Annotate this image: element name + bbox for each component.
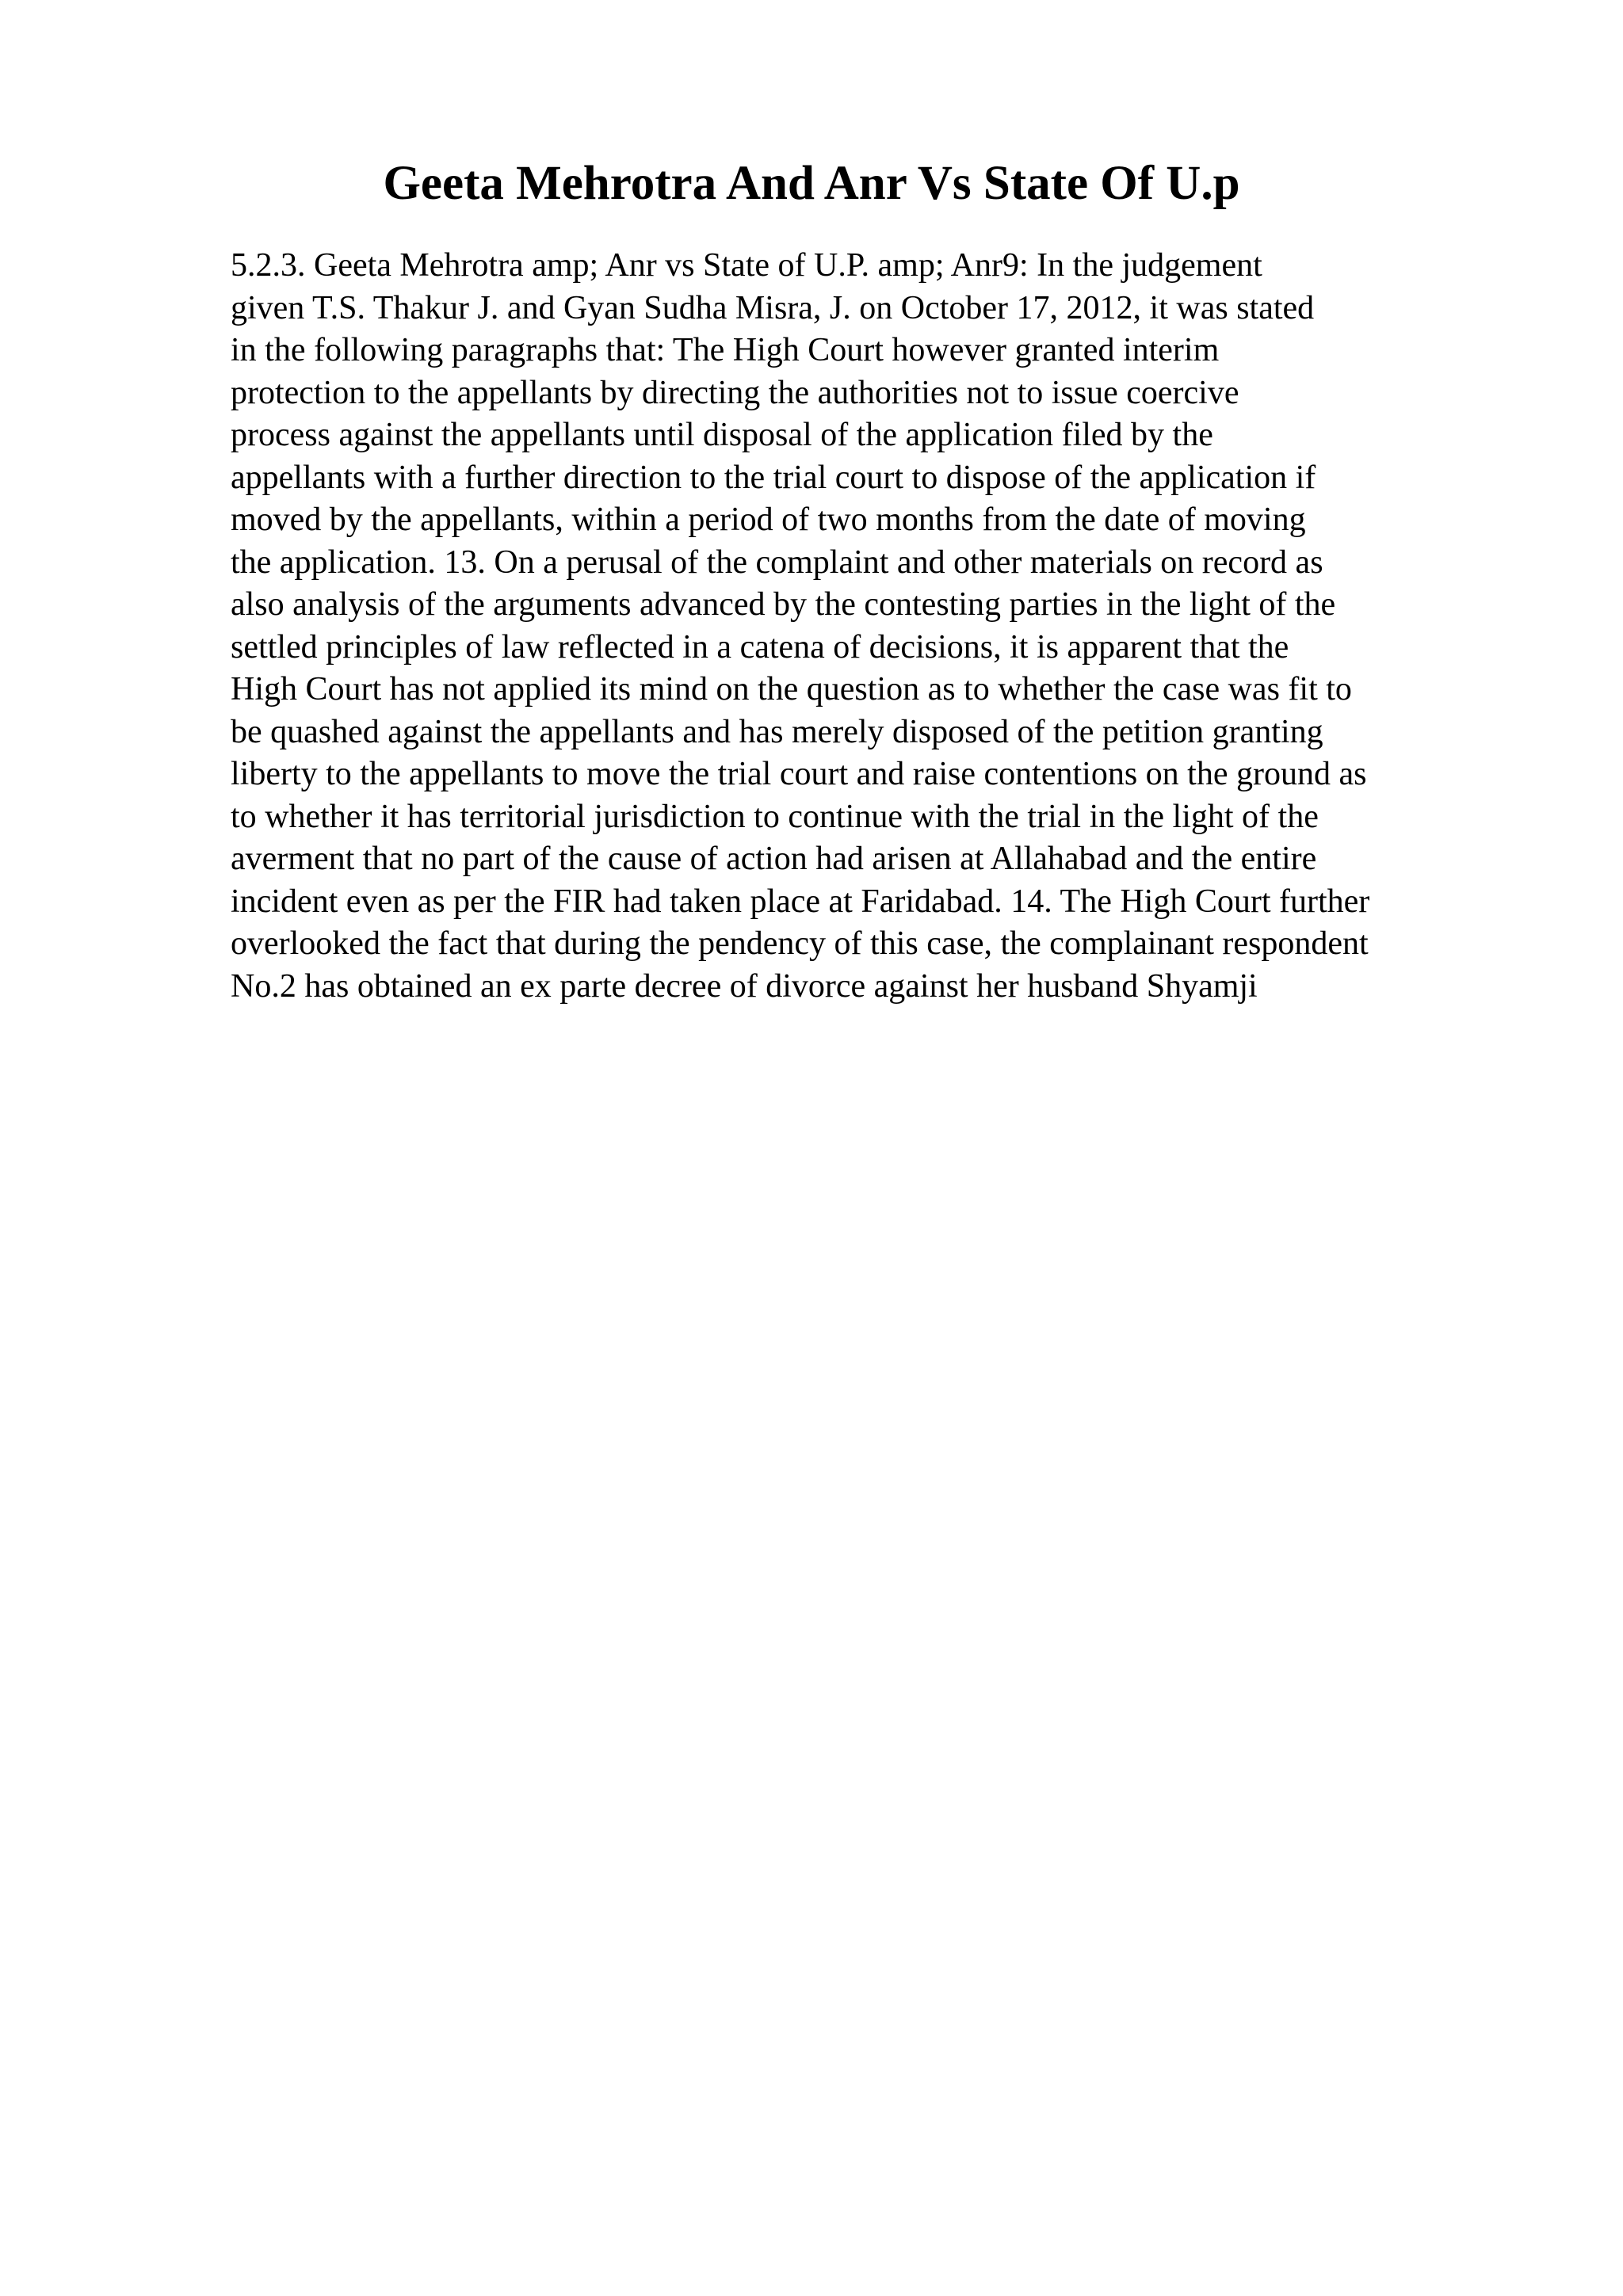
body-line: overlooked the fact that during the pendency of this case, the complainant respondent xyxy=(231,925,1369,962)
body-line: High Court has not applied its mind on the question as to whether the case was fit to xyxy=(231,671,1352,707)
body-line: given T.S. Thakur J. and Gyan Sudha Misra, J. on October 17, 2012, it was stated xyxy=(231,289,1315,326)
body-line: No.2 has obtained an ex parte decree of divorce against her husband Shyamji xyxy=(231,967,1258,1005)
body-line: the application. 13. On a perusal of the complaint and other materials on record as xyxy=(231,543,1323,581)
body-line: in the following paragraphs that: The High Court however granted interim xyxy=(231,332,1220,368)
body-line: appellants with a further direction to the trial court to dispose of the application if xyxy=(231,459,1316,496)
body-line: liberty to the appellants to move the trial court and raise contentions on the ground as xyxy=(231,756,1367,792)
body-line: averment that no part of the cause of action had arisen at Allahabad and the entire xyxy=(231,841,1317,877)
body-line: settled principles of law reflected in a catena of decisions, it is apparent that the xyxy=(231,628,1289,666)
document-body xyxy=(231,245,1514,1008)
body-line: to whether it has territorial jurisdiction to continue with the trial in the light of the xyxy=(231,798,1319,835)
body-line: 5.2.3. Geeta Mehrotra amp; Anr vs State of U.P. amp; Anr9: In the judgement xyxy=(231,247,1262,284)
body-line: be quashed against the appellants and has merely disposed of the petition granting xyxy=(231,713,1323,750)
body-line: protection to the appellants by directing the authorities not to issue coercive xyxy=(231,374,1239,411)
body-line: also analysis of the arguments advanced by the contesting parties in the light of the xyxy=(231,586,1336,623)
body-line: process against the appellants until disposal of the application filed by the xyxy=(231,417,1213,453)
body-line: incident even as per the FIR had taken place at Faridabad. 14. The High Court further xyxy=(231,883,1370,920)
body-line: moved by the appellants, within a period of two months from the date of moving xyxy=(231,502,1306,538)
document-title: Geeta Mehrotra And Anr Vs State Of U.p xyxy=(383,157,1240,210)
